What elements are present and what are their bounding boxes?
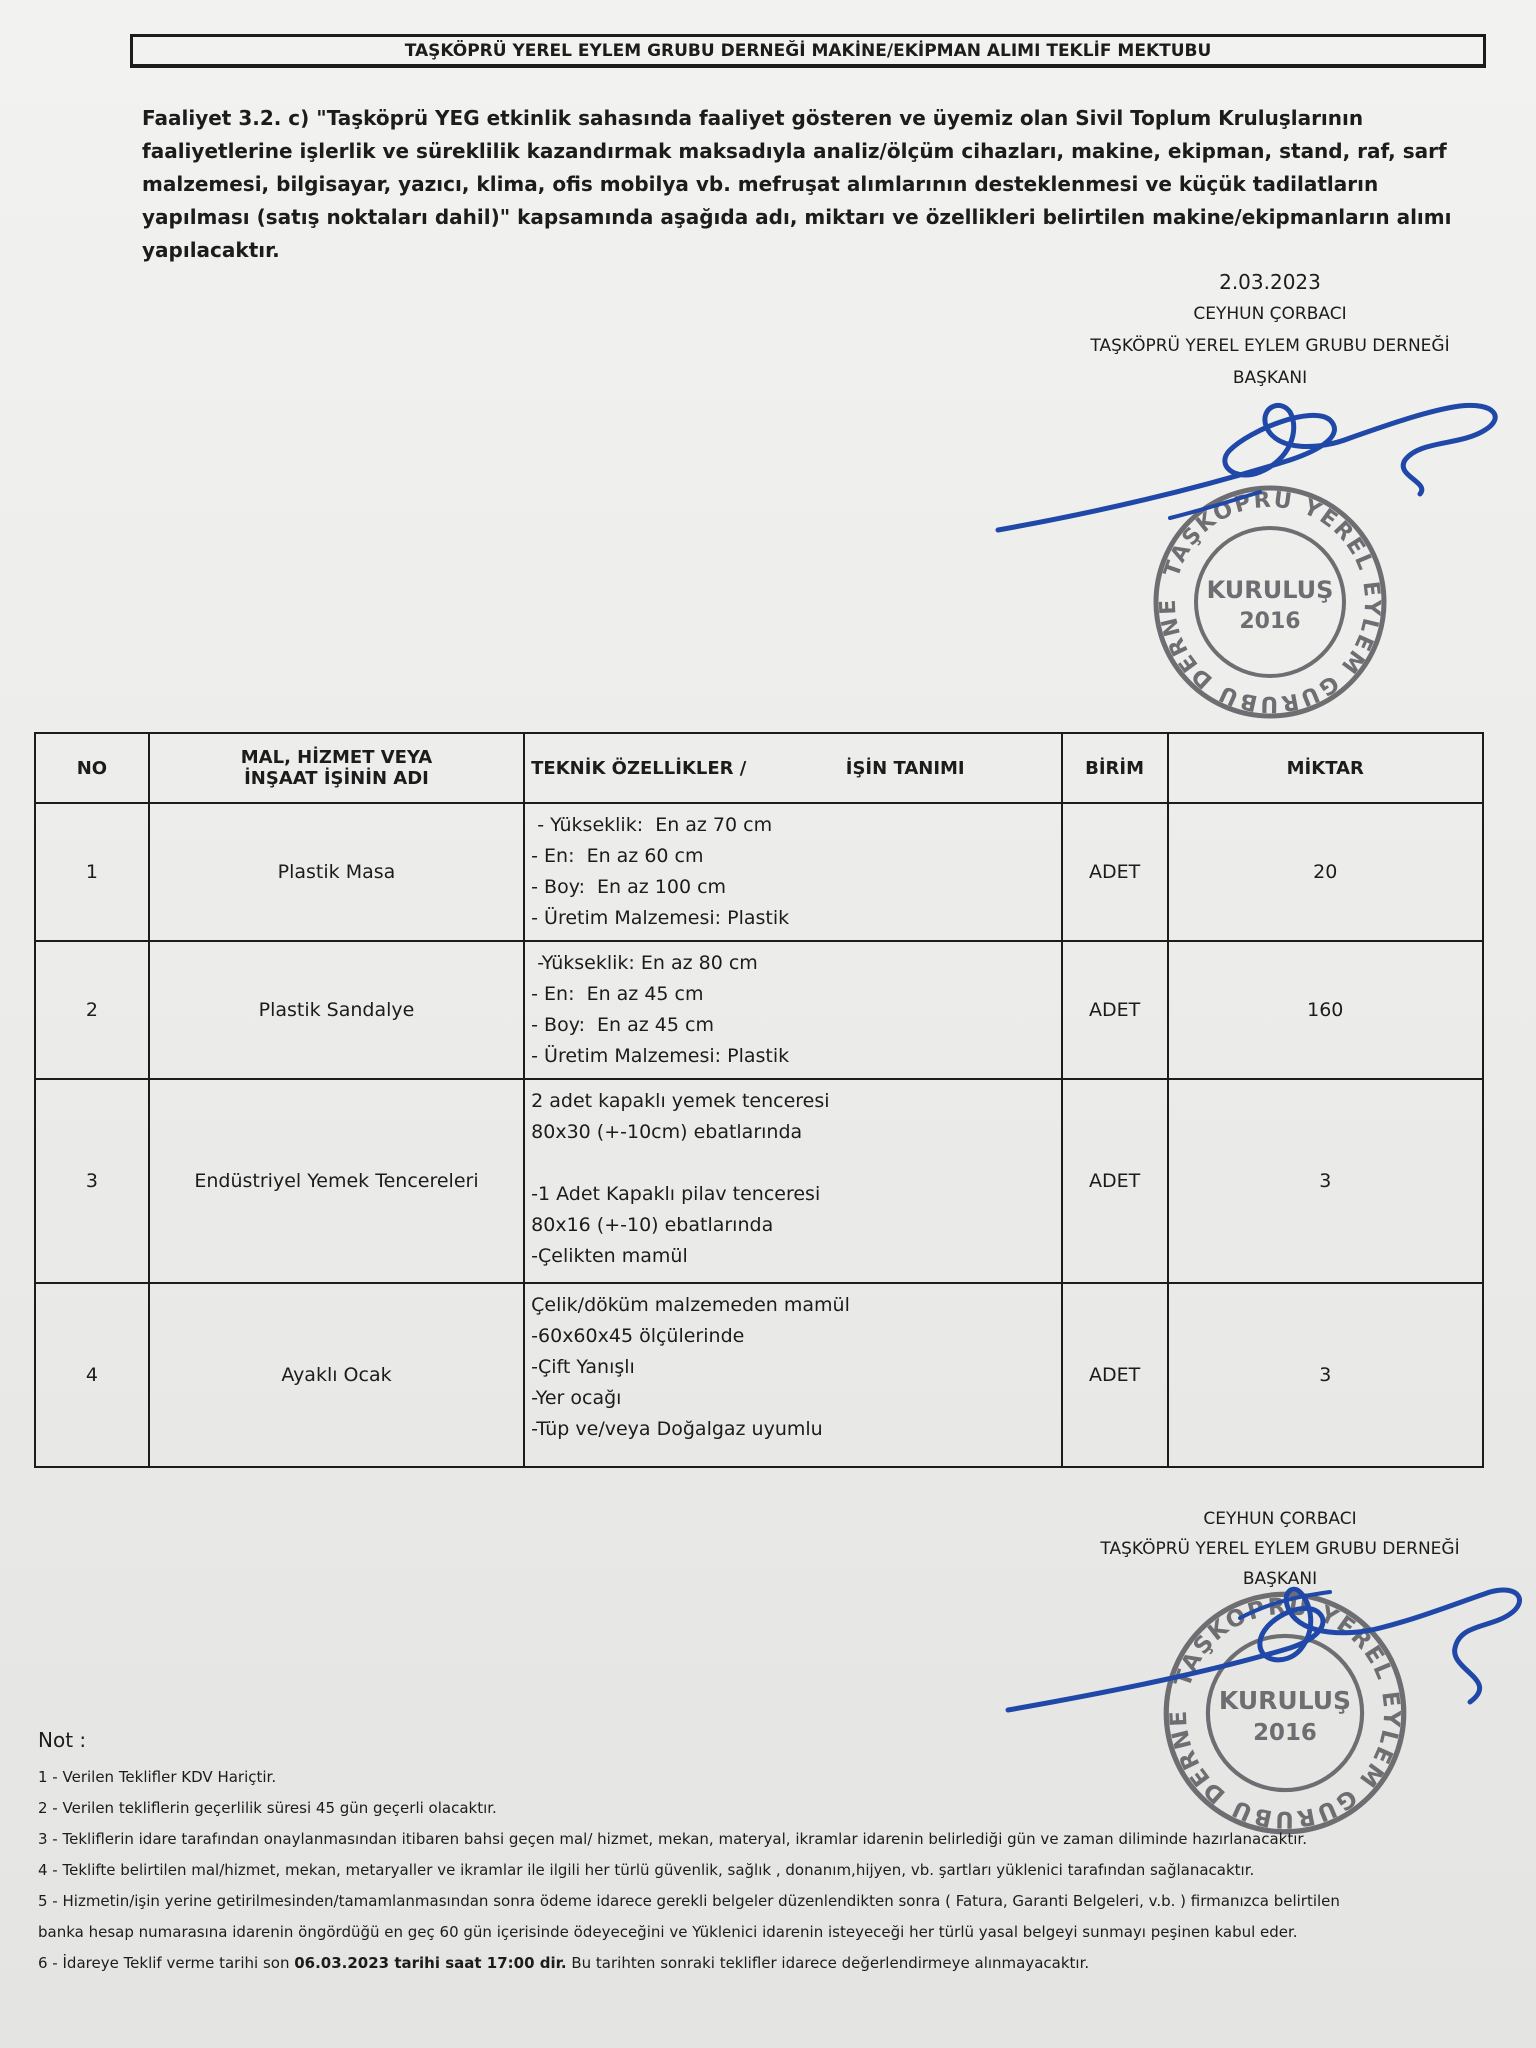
cell-unit: ADET: [1062, 941, 1168, 1079]
cell-no: 4: [35, 1283, 149, 1467]
note-deadline-date: 06.03.2023 tarihi saat 17:00 dir.: [294, 1954, 567, 1972]
cell-technical-specs: [524, 1283, 1061, 1467]
cell-technical-specs: [524, 1079, 1061, 1283]
cell-technical-specs: [524, 803, 1061, 941]
cell-unit: ADET: [1062, 1079, 1168, 1283]
note-item: 1 - Verilen Teklifler KDV Hariçtir.: [38, 1768, 277, 1786]
cell-no: 3: [35, 1079, 149, 1283]
stamp-center-label: KURULUŞ: [1206, 576, 1334, 604]
cell-quantity: 3: [1168, 1283, 1483, 1467]
spec-line: - En: En az 60 cm: [531, 845, 704, 867]
note-deadline-post: Bu tarihten sonraki teklifler idarece değerlendirmeye alınmayacaktır.: [566, 1954, 1090, 1972]
header-quantity: MİKTAR: [1168, 733, 1483, 803]
cell-item-name: Endüstriyel Yemek Tencereleri: [149, 1079, 524, 1283]
stamp-ring-text: TAŞKÖPRÜ YEREL EYLEM GURUBU DERNEĞİ: [1149, 1568, 1405, 1833]
activity-code: Faaliyet 3.2. c): [142, 106, 310, 130]
header-tech-b: İŞİN TANIMI: [845, 757, 965, 779]
header-item-name-line1: MAL, HİZMET VEYA: [240, 747, 433, 768]
cell-technical-specs: [524, 941, 1061, 1079]
spec-line: -Yükseklik: En az 80 cm: [531, 952, 758, 974]
note-item: banka hesap numarasına idarenin öngördüğü en geç 60 gün içerisinde ödeyeceğini ve Yüklenici idarenin isteyeceği her türlü yasal belgeyi sunmayı peşinen kabul eder.: [38, 1923, 1298, 1941]
spec-line: - En: En az 45 cm: [531, 983, 704, 1005]
spec-line: - Yükseklik: En az 70 cm: [531, 814, 773, 836]
spec-line: 2 adet kapaklı yemek tenceresi: [531, 1090, 830, 1112]
intro-paragraph: [142, 102, 1472, 267]
stamp-ring-text: TAŞKÖPRÜ YEREL EYLEM GURUBU DERNEĞİ: [1139, 463, 1385, 717]
cell-quantity: 160: [1168, 941, 1483, 1079]
table-row: [35, 1079, 1483, 1283]
table-row: [35, 941, 1483, 1079]
signatory-role: BAŞKANI: [1232, 368, 1308, 388]
header-item-name-line2: İNŞAAT İŞİNİN ADI: [244, 768, 429, 789]
cell-no: 2: [35, 941, 149, 1079]
cell-quantity: 20: [1168, 803, 1483, 941]
stamp-center-label: KURULUŞ: [1218, 1685, 1352, 1715]
intro-text: "Taşköprü YEG etkinlik sahasında faaliyet gösteren ve üyemiz olan Sivil Toplum Kruluşlarının faaliyetlerine işlerlik ve süreklilik kazandırmak maksadıyla analiz/ölçüm cihazları, makine, ekipman, stand, raf, sarf malzemesi, bilgisayar, yazıcı, klima, ofis mobilya vb. mefruşat alımlarının desteklenmesi ve küçük tadilatların yapılması (satış noktaları dahil)" kapsamında aşağıda adı, miktarı ve özellikleri belirtilen makine/ekipmanların alımı yapılacaktır.: [142, 106, 1452, 262]
notes-heading: Not :: [38, 1728, 87, 1752]
note-item: 5 - Hizmetin/işin yerine getirilmesinden/tamamlanmasından sonra ödeme idarece gerekli belgeler düzenlendikten sonra ( Fatura, Garanti Belgeleri, v.b. ) firmanızca belirtilen: [38, 1892, 1340, 1910]
table-row: [35, 1283, 1483, 1467]
spec-line: -Yer ocağı: [531, 1387, 622, 1409]
table-header-row: [35, 733, 1483, 803]
note-item: 2 - Verilen tekliflerin geçerlilik süresi 45 gün geçerli olacaktır.: [38, 1799, 497, 1817]
spec-line: -60x60x45 ölçülerinde: [531, 1325, 745, 1347]
cell-item-name: Plastik Masa: [149, 803, 524, 941]
cell-unit: ADET: [1062, 1283, 1168, 1467]
signature-block-top: [1070, 266, 1470, 394]
notes-list: [38, 1762, 1508, 1948]
cell-item-name: Ayaklı Ocak: [149, 1283, 524, 1467]
stamp-center-year: 2016: [1239, 609, 1301, 634]
note-item: 4 - Teklifte belirtilen mal/hizmet, mekan, metaryaller ve ikramlar ile ilgili her türlü güvenlik, sağlık , donanım,hijyen, vb. şartları yüklenici tarafından sağlanacaktır.: [38, 1861, 1255, 1879]
cell-unit: ADET: [1062, 803, 1168, 941]
signatory-organization: TAŞKÖPRÜ YEREL EYLEM GRUBU DERNEĞİ: [1100, 1539, 1460, 1559]
signatory-organization: TAŞKÖPRÜ YEREL EYLEM GRUBU DERNEĞİ: [1090, 336, 1450, 356]
spec-line: - Üretim Malzemesi: Plastik: [531, 1045, 790, 1067]
handwritten-signature-top: [990, 390, 1510, 540]
spec-line: -Tüp ve/veya Doğalgaz uyumlu: [531, 1418, 823, 1440]
header-no: NO: [35, 733, 149, 803]
spec-line: 80x16 (+-10) ebatlarında: [531, 1214, 774, 1236]
cell-quantity: 3: [1168, 1079, 1483, 1283]
document-title: TAŞKÖPRÜ YEREL EYLEM GRUBU DERNEĞİ MAKİNE/EKİPMAN ALIMI TEKLİF MEKTUBU: [130, 34, 1486, 68]
spec-line: Çelik/döküm malzemeden mamül: [531, 1294, 850, 1316]
spec-line: -Çelikten mamül: [531, 1245, 688, 1267]
signatory-name: CEYHUN ÇORBACI: [1193, 304, 1347, 324]
spec-line: -Çift Yanışlı: [531, 1356, 635, 1378]
header-item-name: [149, 733, 524, 803]
header-technical-specs: [524, 733, 1061, 803]
stamp-center-year: 2016: [1253, 1720, 1317, 1747]
signatory-role: BAŞKANI: [1242, 1569, 1318, 1589]
handwritten-signature-bottom: [1000, 1562, 1530, 1722]
items-table: [34, 732, 1484, 1468]
spec-line: [531, 1148, 1054, 1179]
cell-item-name: Plastik Sandalye: [149, 941, 524, 1079]
table-row: [35, 803, 1483, 941]
header-tech-a: TEKNİK ÖZELLİKLER /: [531, 757, 747, 779]
note-deadline: [38, 1948, 1508, 1979]
note-item: 3 - Tekliflerin idare tarafından onaylanmasından itibaren bahsi geçen mal/ hizmet, mekan, materyal, ikramlar idarenin belirlediği gün ve zaman diliminde hazırlanacaktır.: [38, 1830, 1307, 1848]
note-deadline-pre: 6 - İdareye Teklif verme tarihi son: [38, 1954, 295, 1972]
document-date: 2.03.2023: [1219, 270, 1321, 294]
cell-no: 1: [35, 803, 149, 941]
header-unit: BİRİM: [1062, 733, 1168, 803]
spec-line: - Boy: En az 45 cm: [531, 1014, 714, 1036]
signatory-name: CEYHUN ÇORBACI: [1203, 1509, 1357, 1529]
spec-line: - Boy: En az 100 cm: [531, 876, 727, 898]
notes-section: [38, 1728, 1508, 1979]
spec-line: -1 Adet Kapaklı pilav tenceresi: [531, 1183, 821, 1205]
spec-line: - Üretim Malzemesi: Plastik: [531, 907, 790, 929]
spec-line: 80x30 (+-10cm) ebatlarında: [531, 1121, 803, 1143]
